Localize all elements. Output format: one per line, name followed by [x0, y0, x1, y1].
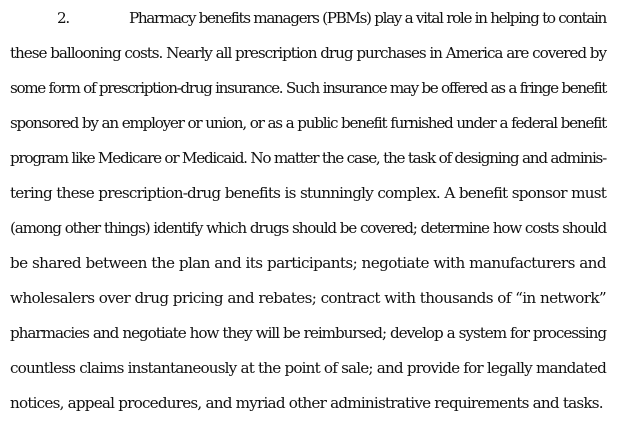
- paragraph-line-2: these ballooning costs. Nearly all prescription drug purchases in America are covered by: [10, 44, 606, 62]
- paragraph-line-text: Pharmacy benefits managers (PBMs) play a vital role in helping to contain: [129, 9, 606, 27]
- paragraph-line-11: countless claims instantaneously at the point of sale; and provide for legally mandated: [10, 359, 606, 377]
- paragraph-line-5: program like Medicare or Medicaid. No matter the case, the task of designing and adminis-: [10, 149, 606, 167]
- paragraph-line-8: be shared between the plan and its participants; negotiate with manufacturers and: [10, 254, 606, 272]
- paragraph-line-3: some form of prescription-drug insurance. Such insurance may be offered as a fringe benefit: [10, 79, 606, 97]
- paragraph-line-7: (among other things) identify which drugs should be covered; determine how costs should: [10, 219, 606, 237]
- paragraph-line-1: [57, 8, 606, 28]
- paragraph-line-4: sponsored by an employer or union, or as a public benefit furnished under a federal benefit: [10, 114, 606, 132]
- paragraph-line-12: notices, appeal procedures, and myriad other administrative requirements and tasks.: [10, 394, 603, 412]
- paragraph-line-10: pharmacies and negotiate how they will be reimbursed; develop a system for processing: [10, 324, 606, 342]
- paragraph-line-9: wholesalers over drug pricing and rebates; contract with thousands of “in network”: [10, 289, 606, 307]
- paragraph-number: 2.: [57, 9, 69, 27]
- paragraph-line-6: tering these prescription-drug benefits is stunningly complex. A benefit sponsor must: [10, 184, 606, 202]
